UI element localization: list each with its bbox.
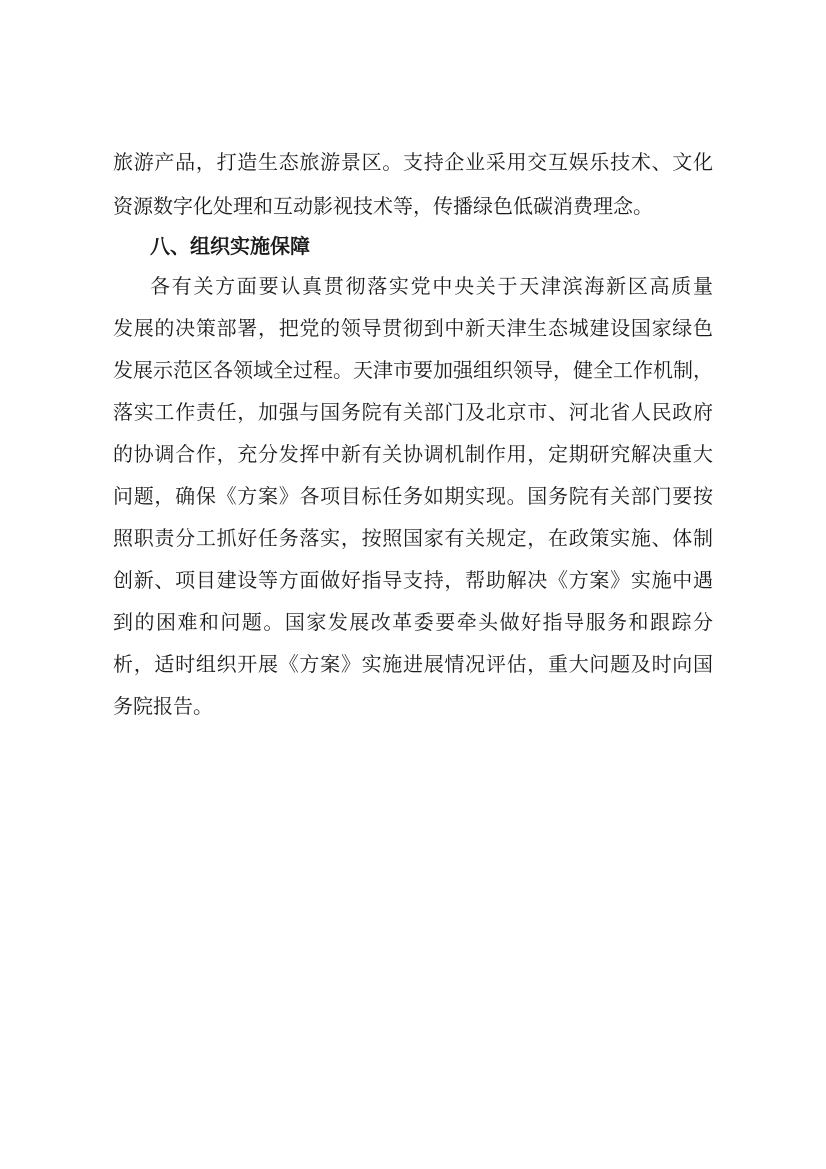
- body-line-2: 发展的决策部署，把党的领导贯彻到中新天津生态城建设国家绿色: [113, 316, 713, 340]
- body-line-3: 发展示范区各领域全过程。天津市要加强组织领导，健全工作机制，: [113, 358, 713, 382]
- intro-line-2: 资源数字化处理和互动影视技术等，传播绿色低碳消费理念。: [113, 194, 653, 218]
- body-line-10: 析，适时组织开展《方案》实施进展情况评估，重大问题及时向国: [113, 652, 713, 676]
- section-heading: 八、组织实施保障: [150, 234, 310, 258]
- body-line-9: 到的困难和问题。国家发展改革委要牵头做好指导服务和跟踪分: [113, 610, 713, 634]
- body-line-7: 照职责分工抓好任务落实，按照国家有关规定，在政策实施、体制: [113, 526, 713, 550]
- body-line-4: 落实工作责任，加强与国务院有关部门及北京市、河北省人民政府: [113, 400, 713, 424]
- intro-line-1: 旅游产品，打造生态旅游景区。支持企业采用交互娱乐技术、文化: [113, 150, 713, 174]
- body-line-1: 各有关方面要认真贯彻落实党中央关于天津滨海新区高质量: [150, 274, 713, 298]
- body-line-8: 创新、项目建设等方面做好指导支持，帮助解决《方案》实施中遇: [113, 568, 713, 592]
- body-line-11: 务院报告。: [113, 694, 213, 718]
- body-line-5: 的协调合作，充分发挥中新有关协调机制作用，定期研究解决重大: [113, 442, 713, 466]
- body-line-6: 问题，确保《方案》各项目标任务如期实现。国务院有关部门要按: [113, 484, 713, 508]
